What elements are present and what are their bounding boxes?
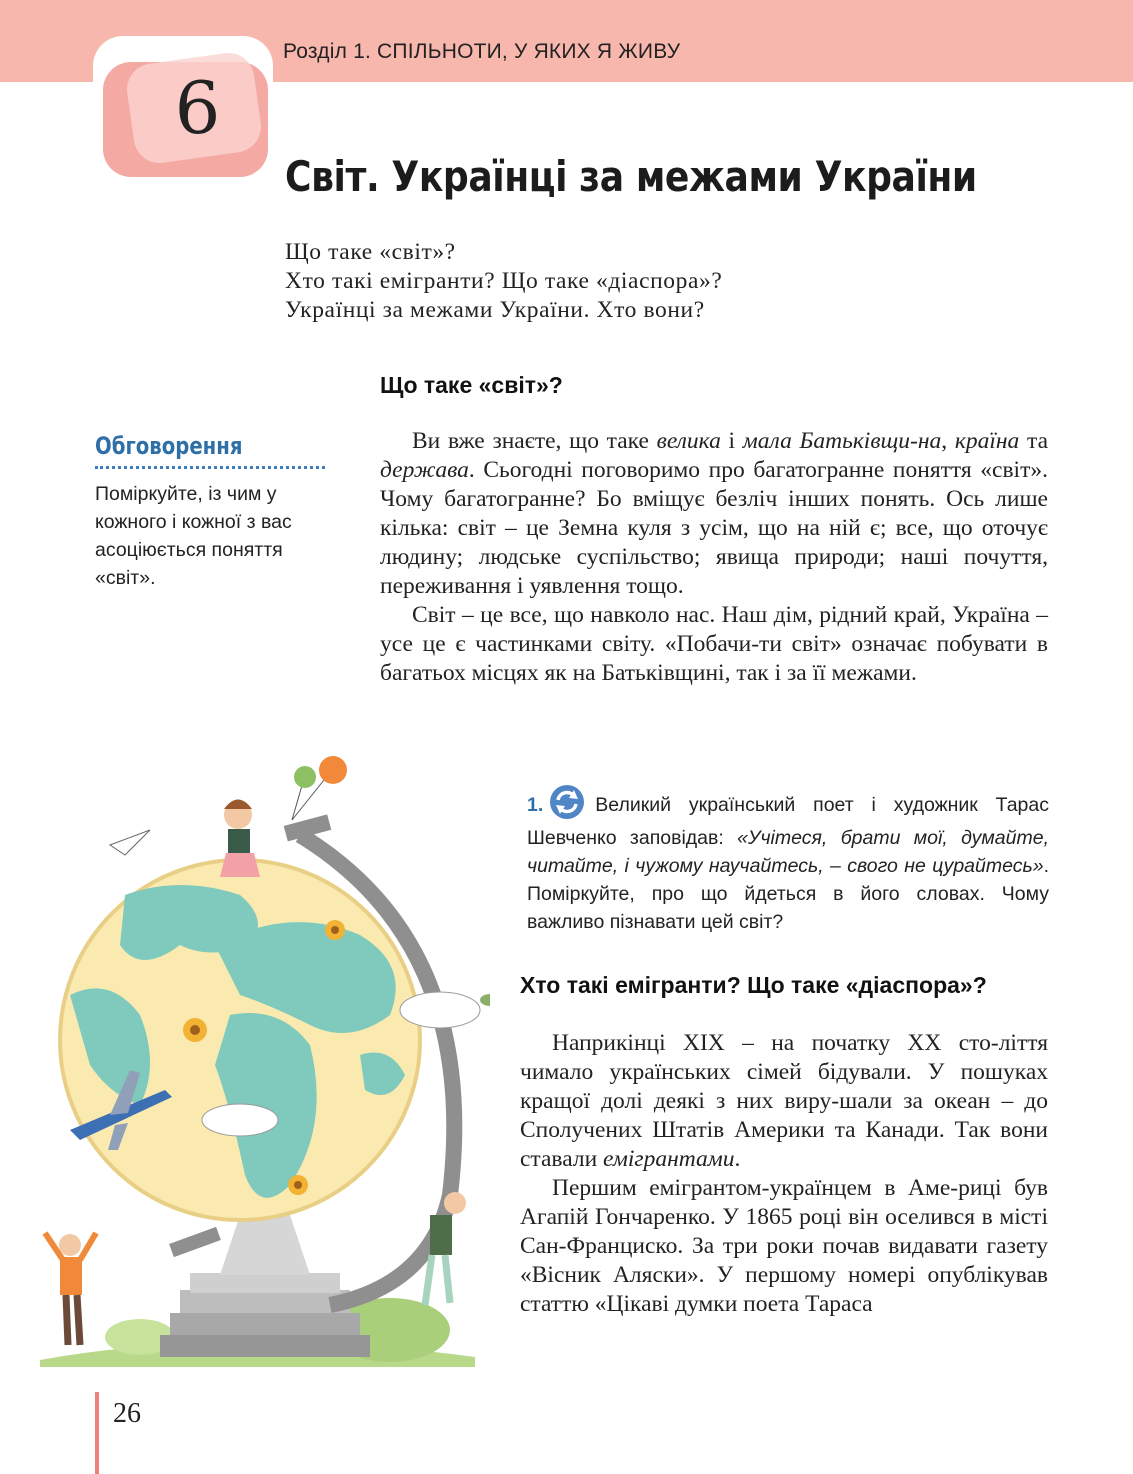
refresh-icon xyxy=(549,784,585,820)
section-world-text xyxy=(380,427,1048,688)
intro-question: Українці за межами України. Хто вони? xyxy=(285,297,705,323)
section-heading-emigrants: Хто такі емігранти? Що таке «діаспора»? xyxy=(520,972,987,998)
page-number-bar xyxy=(95,1392,99,1474)
paragraph: Першим емігрантом-українцем в Аме-риці був Агапій Гончаренко. У 1865 році він оселився в місті Сан-Франциско. За три роки почав видавати газету «Вісник Аляски». У першому номері опублікував статтю «Цікаві думки поета Тараса xyxy=(520,1175,1048,1317)
discussion-text: Поміркуйте, із чим у кожного і кожної з вас асоціюється поняття «світ». xyxy=(95,483,292,589)
chapter-number: 6 xyxy=(174,66,221,150)
paragraph: Ви вже знаєте, що таке велика і мала Батьківщи-на, країна та держава. Сьогодні поговоримо про багатогранне поняття «світ». Чому багатогранне? Бо вміщує безліч інших понять. Ось лише кілька: світ – це Земна куля з усім, що на ній є; все, що оточує людину; людське суспільство; явища природи; наші почуття, переживання і уявлення тощо. xyxy=(380,428,1048,599)
intro-questions xyxy=(285,238,722,325)
discussion-divider xyxy=(95,466,325,469)
intro-question: Що таке «світ»? xyxy=(285,239,456,265)
discussion-title: Обговорення xyxy=(95,432,243,460)
globe-illustration xyxy=(30,745,490,1375)
page-number: 26 xyxy=(113,1398,141,1429)
task-number: 1. xyxy=(527,794,544,817)
intro-question: Хто такі емігранти? Що таке «діаспора»? xyxy=(285,268,723,294)
paragraph: Наприкінці XIX – на початку XX сто-ліття чимало українських сімей бідували. У пошуках кращої долі деякі з них виру-шали за океан – до Сполучених Штатів Америки та Канади. Так вони ставали емігрантами. xyxy=(520,1030,1048,1172)
section-heading-world: Що таке «світ»? xyxy=(380,372,563,398)
task-1: 1. Великий український поет і художник Тарас Шевченко заповідав: «Учітеся, брати мої, думайте, читайте, і чужому научайтесь, – свого не цурайтесь». Поміркуйте, про що йдеться в його словах. Чому важливо пізнавати цей світ? xyxy=(527,788,1049,936)
section-header: Розділ 1. СПІЛЬНОТИ, У ЯКИХ Я ЖИВУ xyxy=(283,40,681,63)
page-title: Світ. Українці за межами України xyxy=(285,152,977,201)
section-emigrants-text xyxy=(520,1029,1048,1319)
paragraph: Світ – це все, що навколо нас. Наш дім, рідний край, Україна – усе це є частинками світу. «Побачи-ти світ» означає побувати в багатьох місцях як на Батьківщині, так і за її межами. xyxy=(380,602,1048,686)
